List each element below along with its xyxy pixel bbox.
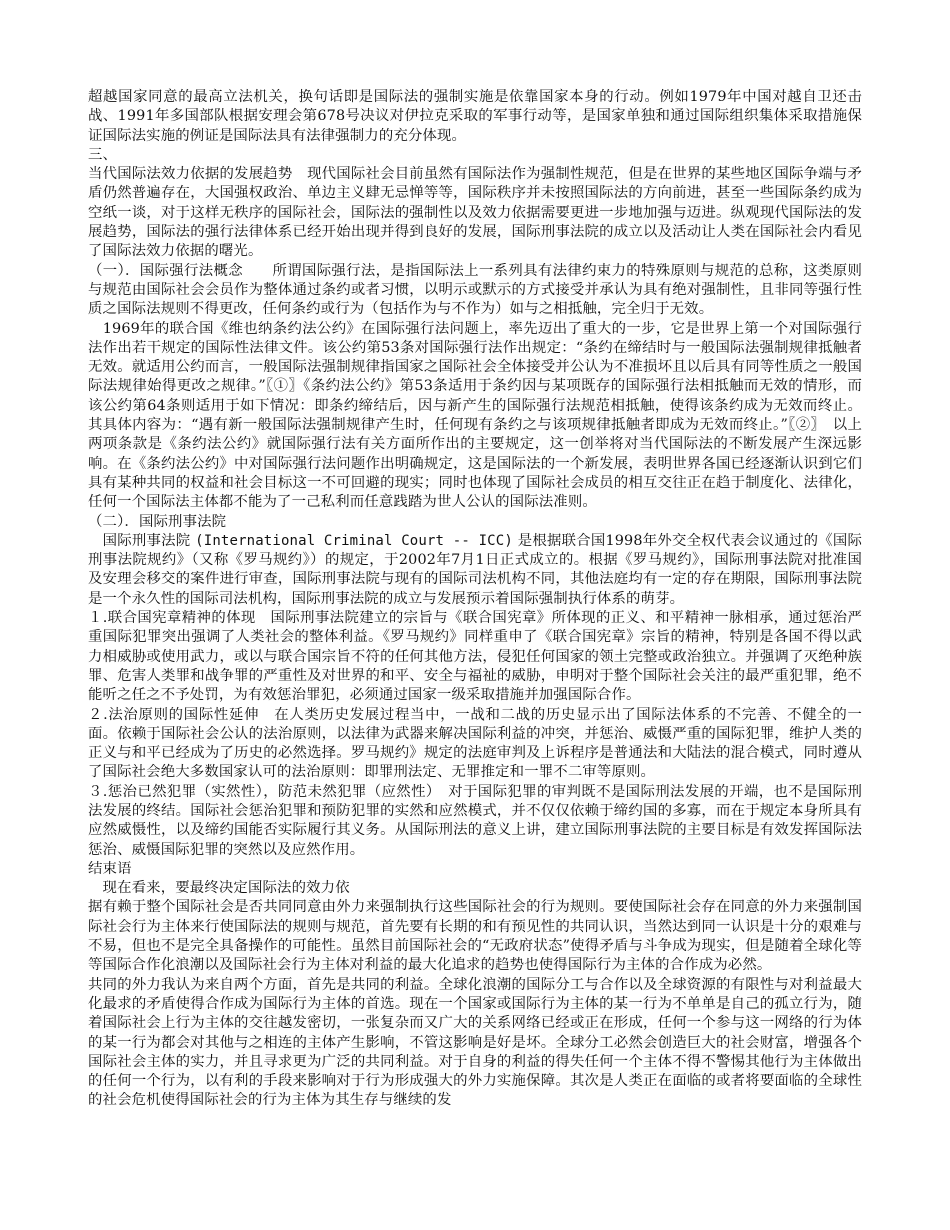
paragraph-un-charter: １.联合国宪章精神的体现 国际刑事法院建立的宗旨与《联合国宪章》所体现的正义、和平精神一脉相承，通过惩治严重国际犯罪突出强调了人类社会的整体利益。《罗马规约》同样重申了《联合国宪章》宗旨的精神，特别是各国不得以武力相威胁或使用武力，或以与联合国宗旨不符的任何其他方法，侵犯任何国家的领土完整或政治独立。并强调了灭绝种族罪、危害人类罪和战争罪的严重性及对世界的和平、安全与福祉的威胁，申明对于整个国际社会关注的最严重犯罪，绝不能听之任之不予处罚，为有效惩治罪犯，必须通过国家一级采取措施并加强国际合作。 xyxy=(88,610,862,704)
section-number: 三、 xyxy=(88,146,118,163)
paragraph-intro: 超越国家同意的最高立法机关，换句话即是国际法的强制实施是依靠国家本身的行动。例如1979年中国对越自卫还击战、1991年多国部队根据安理会第678号决议对伊拉克采取的军事行动等，是国家单独和通过国际组织集体采取措施保证国际法实施的例证是国际法具有法律强制力的充分体现。 xyxy=(88,89,862,144)
paragraph-jus-cogens-concept: （一）．国际强行法概念 所谓国际强行法，是指国际法上一系列具有法律约束力的特殊原则与规范的总称，这类原则与规范由国际社会会员作为整体通过条约或者习惯，以明示或默示的方式接受并承认为具有绝对强制性，且非同等强行性质之国际法规则不得更改，任何条约或行为（包括作为与不作为）如与之相抵触，完全归于无效。 xyxy=(88,262,862,318)
icc-english-name: (International Criminal Court -- ICC) xyxy=(195,532,513,549)
paragraph-icc xyxy=(88,532,862,609)
heading-conclusion: 结束语 xyxy=(88,860,132,877)
paragraph-trend: 当代国际法效力依据的发展趋势 现代国际社会目前虽然有国际法作为强制性规范，但是在世界的某些地区国际争端与矛盾仍然普遍存在，大国强权政治、单边主义肆无忌惮等等，国际秩序并未按照国际法的方向前进，甚至一些国际条约成为空纸一谈，对于这样无秩序的国际社会，国际法的强制性以及效力依据需要更进一步地加强与迈进。纵观现代国际法的发展趋势，国际法的强行法律体系已经开始出现并得到良好的发展，国际刑事法院的成立以及活动让人类在国际社会内看见了国际法效力依据的曙光。 xyxy=(88,166,862,260)
paragraph-vienna-convention: 1969年的联合国《维也纳条约法公约》在国际强行法问题上，率先迈出了重大的一步，它是世界上第一个对国际强行法作出若干规定的国际性法律文件。该公约第53条对国际强行法作出规定：“条约在缔结时与一般国际法强制规律抵触者无效。就适用公约而言，一般国际法强制规律指国家之国际社会全体接受并公认为不准损坏且以后具有同等性质之一般国际法规律始得更改之规律。”〖①〗《条约法公约》第53条适用于条约因与某项既存的国际强行法相抵触而无效的情形，而该公约第64条则适用于如下情况：即条约缔结后，因与新产生的国际强行法规范相抵触，使得该条约成为无效而终止。其具体内容为：“遇有新一般国际法强制规律产生时，任何现有条约之与该项规律抵触者即成为无效而终止。”〖②〗 以上两项条款是《条约法公约》就国际强行法有关方面所作出的主要规定，这一创举将对当代国际法的不断发展产生深远影响。在《条约法公约》中对国际强行法问题作出明确规定，这是国际法的一个新发展，表明世界各国已经逐渐认识到它们具有某种共同的权益和社会目标这一不可回避的现实；同时也体现了国际社会成员的相互交往正在趋于制度化、法律化，任何一个国际法主体都不能为了一己私利而任意践踏为世人公认的国际法准则。 xyxy=(88,320,862,511)
paragraph-rule-of-law: ２.法治原则的国际性延伸 在人类历史发展过程当中，一战和二战的历史显示出了国际法体系的不完善、不健全的一面。依赖于国际社会公认的法治原则，以法律为武器来解决国际利益的冲突，并惩治、威慑严重的国际犯罪，维护人类的正义与和平已经成为了历史的必然选择。罗马规约》规定的法庭审判及上诉程序是普通法和大陆法的混合模式，同时遵从了国际社会绝大多数国家认可的法治原则：即罪刑法定、无罪推定和一罪不二审等原则。 xyxy=(88,706,862,781)
icc-intro-text: 国际刑事法院 xyxy=(88,532,191,549)
paragraph-conclusion-lead: 现在看来，要最终决定国际法的效力依 xyxy=(88,880,350,897)
paragraph-conclusion-2: 共同的外力我认为来自两个方面，首先是共同的利益。全球化浪潮的国际分工与合作以及全球资源的有限性与对利益最大化最求的矛盾使得合作成为国际行为主体的首选。现在一个国家或国际行为主体的某一行为不单单是自己的孤立行为，随着国际社会上行为主体的交往越发密切，一张复杂而又广大的关系网络已经或正在形成，任何一个参与这一网络的行为体的某一行为都会对其他与之相连的主体产生影响，不管这影响是好是坏。全球分工必然会创造巨大的社会财富，增强各个国际社会主体的实力，并且寻求更为广泛的共同利益。对于自身的利益的得失任何一个主体不得不警惕其他行为主体做出的任何一个行为，以有利的手段来影响对于行为形成强大的外力实施保障。其次是人类正在面临的或者将要面临的全球性的社会危机使得国际社会的行为主体为其生存与继续的发 xyxy=(88,976,862,1109)
paragraph-punish-prevent: ３.惩治已然犯罪（实然性），防范未然犯罪（应然性） 对于国际犯罪的审判既不是国际刑法发展的开端，也不是国际刑法发展的终结。国际社会惩治犯罪和预防犯罪的实然和应然模式，并不仅仅依赖于缔约国的多寡，而在于规定本身所具有应然威慑性，以及缔约国能否实际履行其义务。从国际刑法的意义上讲，建立国际刑事法院的主要目标是有效发挥国际法惩治、威慑国际犯罪的突然以及应然作用。 xyxy=(88,783,862,858)
paragraph-conclusion-1: 据有赖于整个国际社会是否共同同意由外力来强制执行这些国际社会的行为规则。要使国际社会存在同意的外力来强制国际社会行为主体来行使国际法的规则与规范，首先要有长期的和有预见性的共同认识，当然达到同一认识是十分的艰难与不易，但也不是完全具备操作的可能性。虽然目前国际社会的“无政府状态”使得矛盾与斗争成为现实，但是随着全球化等等国际合作化浪潮以及国际社会行为主体对利益的最大化追求的趋势也使得国际行为主体的合作成为必然。 xyxy=(88,899,862,974)
icc-body-text: 是根据联合国1998年外交全权代表会议通过的《国际刑事法院规约》（又称《罗马规约》）的规定，于2002年7月1日正式成立的。根据《罗马规约》，国际刑事法院对批准国及安理会移交的案件进行审查，国际刑事法院与现有的国际司法机构不同，其他法庭均有一定的存在期限，国际刑事法院是一个永久性的国际司法机构，国际刑事法院的成立与发展预示着国际强制执行体系的萌芽。 xyxy=(88,532,862,607)
subheading-icc: （二）．国际刑事法院 xyxy=(88,513,227,530)
